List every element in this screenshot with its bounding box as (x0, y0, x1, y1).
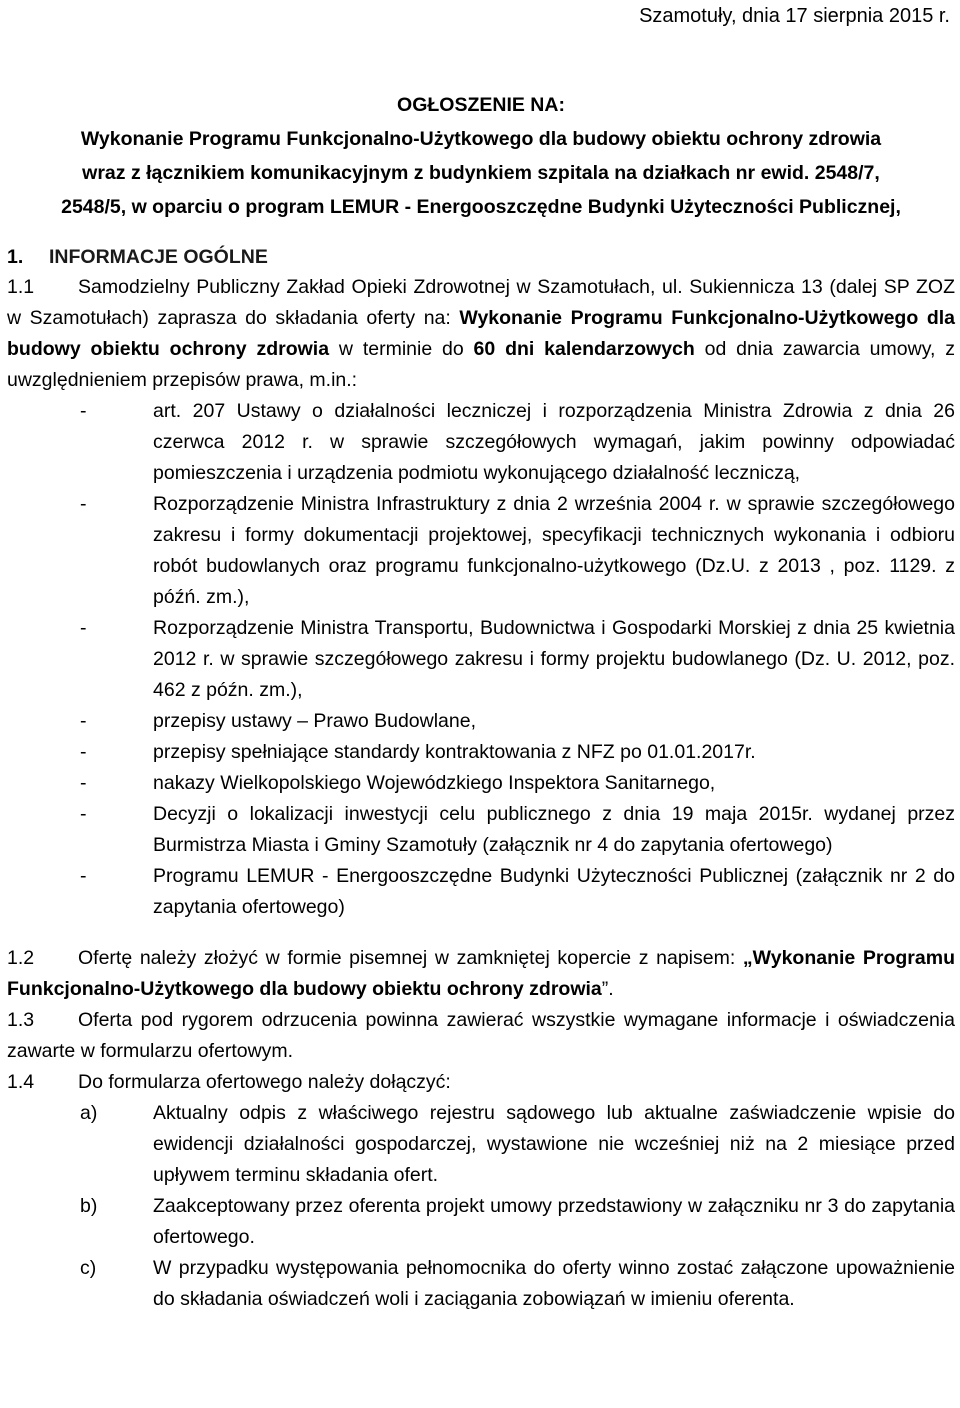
section-heading (7, 242, 268, 272)
paragraph-1-4 (7, 1067, 955, 1098)
list-item-text: przepisy spełniające standardy kontraktowania z NFZ po 01.01.2017r. (153, 741, 756, 763)
attachment-item-b (7, 1191, 955, 1253)
section-title: INFORMACJE OGÓLNE (49, 246, 268, 268)
list-item-text: nakazy Wielkopolskiego Wojewódzkiego Inspektora Sanitarnego, (153, 772, 716, 794)
list-item (7, 706, 955, 737)
paragraph-bold-subject: Wykonanie Programu Funkcjonalno-Użytkowego dla budowy obiektu ochrony zdrowia (7, 307, 955, 360)
letter-marker: c) (80, 1257, 97, 1279)
dash-bullet: - (80, 741, 87, 763)
attachment-item-text: Aktualny odpis z właściwego rejestru sądowego lub aktualne zaświadczenie wpisie do ewidencji działalności gospodarczej, wystawione nie wcześniej niż na 2 miesiące przed upływem terminu składania ofert. (153, 1102, 955, 1186)
list-item (7, 861, 955, 923)
attachment-item-text: Zaakceptowany przez oferenta projekt umowy przedstawiony w załączniku nr 3 do zapytania ofertowego. (153, 1195, 955, 1248)
paragraph-text: w terminie do (329, 338, 474, 360)
attachment-item-a (7, 1098, 955, 1191)
paragraph-text: Oferta pod rygorem odrzucenia powinna zawierać wszystkie wymagane informacje i oświadczenia zawarte w formularzu ofertowym. (7, 1009, 955, 1062)
dateline: Szamotuły, dnia 17 sierpnia 2015 r. (639, 5, 950, 27)
paragraph-text: Ofertę należy złożyć w formie pisemnej w zamkniętej kopercie z napisem: (78, 947, 743, 969)
paragraph-text: Samodzielny Publiczny Zakład Opieki Zdrowotnej w Szamotułach, ul. Sukiennicza 13 (dalej SP ZOZ w Szamotułach) zaprasza do składania oferty na: (7, 276, 955, 329)
list-item-text: Decyzji o lokalizacji inwestycji celu publicznego z dnia 19 maja 2015r. wydanej przez Burmistrza Miasta i Gminy Szamotuły (załącznik nr 4 do zapytania ofertowego) (153, 803, 955, 856)
dash-bullet: - (80, 617, 87, 639)
list-item-text: Rozporządzenie Ministra Infrastruktury z dnia 2 września 2004 r. w sprawie szczegółowego zakresu i formy dokumentacji projektowej, specyfikacji technicznych wykonania i odbioru robót budowlanych oraz programu funkcjonalno-użytkowego (Dz.U. z 2013 , poz. 1129. z późń. zm.), (153, 493, 955, 608)
title-line-4: 2548/5, w oparciu o program LEMUR - Energooszczędne Budynki Użyteczności Publicznej, (61, 196, 901, 218)
dash-bullet: - (80, 772, 87, 794)
paragraph-number: 1.4 (7, 1071, 35, 1093)
list-item-text: przepisy ustawy – Prawo Budowlane, (153, 710, 476, 732)
dash-bullet: - (80, 493, 87, 515)
list-item (7, 396, 955, 489)
list-item (7, 613, 955, 706)
paragraph-1-3 (7, 1005, 955, 1067)
spacer (7, 923, 955, 943)
paragraph-text: od dnia zawarcia umowy, z uwzględnieniem przepisów prawa, m.in.: (7, 338, 956, 391)
dash-bullet: - (80, 803, 87, 825)
paragraph-1-2 (7, 943, 955, 1005)
regulations-list (7, 396, 955, 923)
paragraph-bold-envelope-label: „Wykonanie Programu Funkcjonalno-Użytkowego dla budowy obiektu ochrony zdrowia (7, 947, 955, 1000)
title-line-2: Wykonanie Programu Funkcjonalno-Użytkowego dla budowy obiektu ochrony zdrowia (80, 128, 882, 150)
paragraph-number: 1.1 (7, 276, 35, 298)
paragraph-number: 1.3 (7, 1009, 35, 1031)
list-item-text: Rozporządzenie Ministra Transportu, Budownictwa i Gospodarki Morskiej z dnia 25 kwietnia 2012 r. w sprawie szczegółowego zakresu i formy projektu budowlanego (Dz. U. 2012, poz. 462 z późn. zm.), (153, 617, 955, 701)
list-item (7, 768, 955, 799)
paragraph-1-1 (7, 272, 955, 396)
paragraph-text: Do formularza ofertowego należy dołączyć: (78, 1071, 451, 1093)
title-line-1: OGŁOSZENIE NA: (397, 94, 565, 116)
list-item (7, 489, 955, 613)
dash-bullet: - (80, 865, 87, 887)
dash-bullet: - (80, 710, 87, 732)
section-body (7, 272, 955, 1315)
paragraph-text: ”. (601, 978, 614, 1000)
attachment-item-text: W przypadku występowania pełnomocnika do oferty winno zostać załączone upoważnienie do składania oświadczeń woli i zaciągania zobowiązań w imieniu oferenta. (153, 1257, 955, 1310)
list-item (7, 737, 955, 768)
list-item (7, 799, 955, 861)
title-line-3: wraz z łącznikiem komunikacyjnym z budynkiem szpitala na działkach nr ewid. 2548/7, (82, 162, 880, 184)
list-item-text: art. 207 Ustawy o działalności leczniczej i rozporządzenia Ministra Zdrowia z dnia 26 czerwca 2012 r. w sprawie szczegółowych wymagań, jakim powinny odpowiadać pomieszczenia i urządzenia podmiotu wykonującego działalność leczniczą, (153, 400, 955, 484)
letter-marker: b) (80, 1195, 98, 1217)
paragraph-number: 1.2 (7, 947, 35, 969)
dash-bullet: - (80, 400, 87, 422)
announcement-title (7, 88, 955, 224)
section-number: 1. (7, 246, 24, 268)
paragraph-bold-deadline: 60 dni kalendarzowych (473, 338, 695, 360)
list-item-text: Programu LEMUR - Energooszczędne Budynki Użyteczności Publicznej (załącznik nr 2 do zapytania ofertowego) (153, 865, 955, 918)
attachment-item-c (7, 1253, 955, 1315)
letter-marker: a) (80, 1102, 98, 1124)
